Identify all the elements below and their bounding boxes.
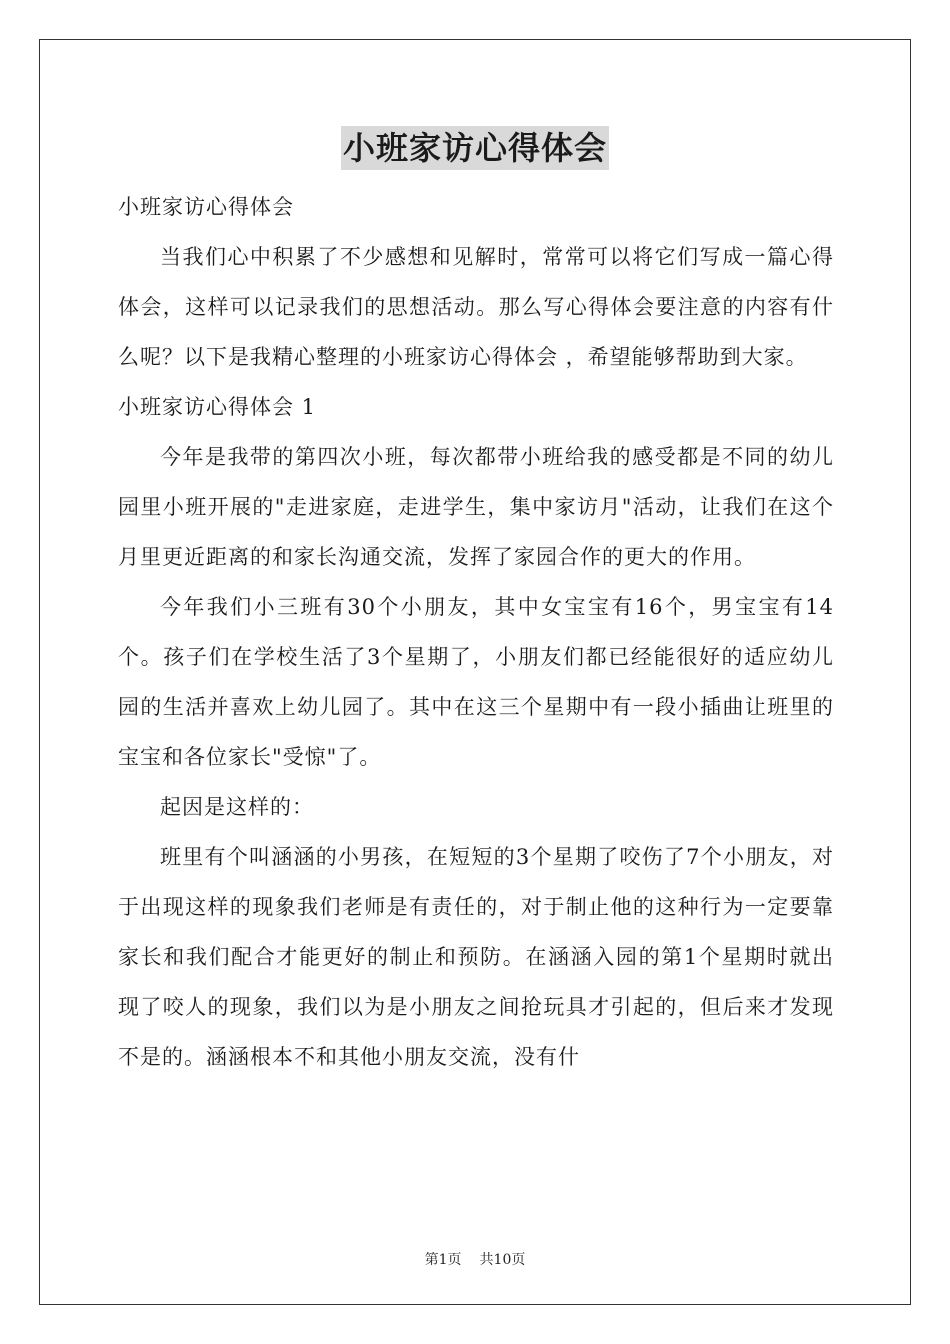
section-heading: 小班家访心得体会 1 — [118, 395, 317, 419]
page-number: 第1页 — [424, 1252, 462, 1268]
page-footer — [0, 1250, 950, 1270]
section-heading: 小班家访心得体会 — [118, 195, 294, 219]
body-paragraph: 今年是我带的第四次小班，每次都带小班给我的感受都是不同的幼儿园里小班开展的"走进家庭，走进学生，集中家访月"活动，让我们在这个月里更近距离的和家长沟通交流，发挥了家园合作的更大的作用。 — [118, 445, 834, 569]
body-paragraph: 班里有个叫涵涵的小男孩，在短短的3个星期了咬伤了7个小朋友，对于出现这样的现象我们老师是有责任的，对于制止他的这种行为一定要靠家长和我们配合才能更好的制止和预防。在涵涵入园的第1个星期时就出现了咬人的现象，我们以为是小朋友之间抢玩具才引起的，但后来才发现不是的。涵涵根本不和其他小朋友交流，没有什 — [118, 845, 834, 1069]
page-total: 共10页 — [479, 1252, 526, 1268]
body-paragraph: 今年我们小三班有30个小朋友，其中女宝宝有16个，男宝宝有14个。孩子们在学校生活了3个星期了，小朋友们都已经能很好的适应幼儿园的生活并喜欢上幼儿园了。其中在这三个星期中有一段小插曲让班里的宝宝和各位家长"受惊"了。 — [118, 595, 834, 769]
body-paragraph: 当我们心中积累了不少感想和见解时，常常可以将它们写成一篇心得体会，这样可以记录我们的思想活动。那么写心得体会要注意的内容有什么呢？以下是我精心整理的小班家访心得体会 ，希望能够帮助到大家。 — [118, 245, 834, 369]
page-title: 小班家访心得体会 — [341, 126, 609, 170]
body-paragraph: 起因是这样的： — [160, 795, 314, 819]
title-area — [0, 126, 950, 170]
document-body — [118, 182, 834, 1082]
